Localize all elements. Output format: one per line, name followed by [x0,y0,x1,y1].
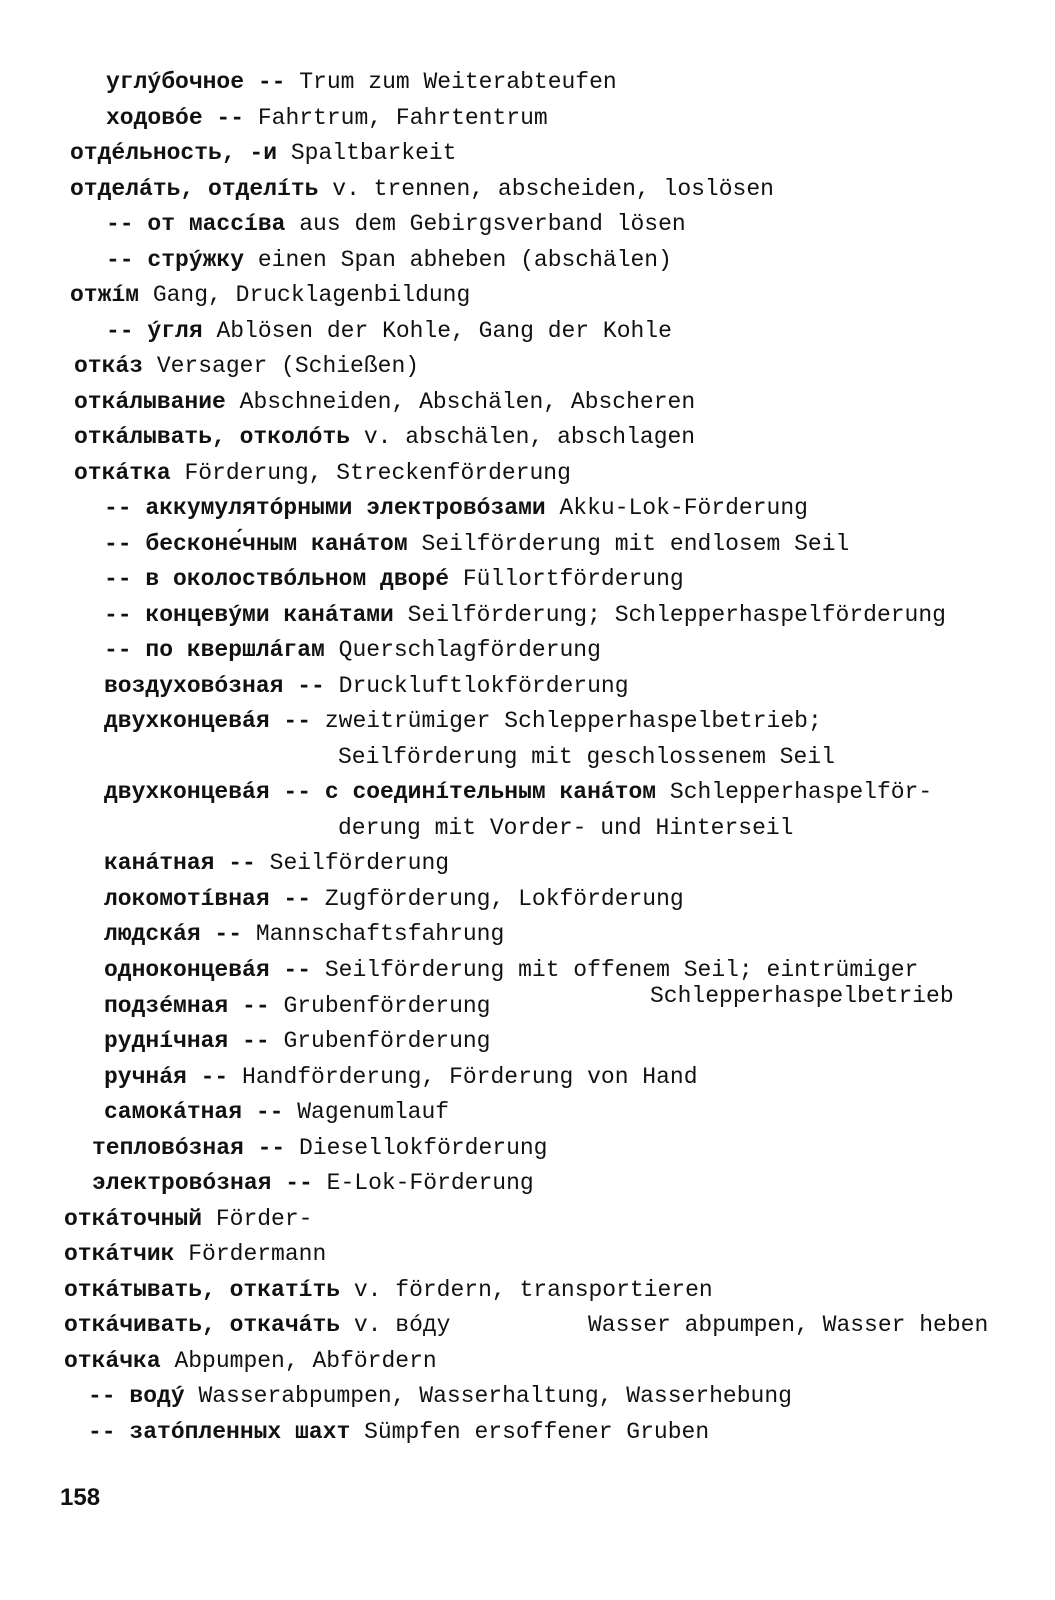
entry-line: -- водý Wasserabpumpen, Wasserhaltung, Wasserhebung [88,1383,792,1409]
entry-line: тепловóзная -- Diesellokförderung [92,1135,548,1161]
entry-line: электровóзная -- E-Lok-Förderung [92,1170,534,1196]
entry-line: -- в околоствóльном дворé Füllortförderung [104,566,684,592]
entry-line: подзéмная -- Grubenförderung [104,993,491,1019]
entry-line: Seilförderung mit geschlossenem Seil [338,744,835,770]
entry-line: откáтывать, откатíть v. fördern, transportieren [64,1277,713,1303]
entry-line: одноконцевáя -- Seilförderung mit offenem Seil; eintrümiger [104,957,919,983]
entry-line: ручнáя -- Handförderung, Förderung von Hand [104,1064,698,1090]
entry-line: двухконцевáя -- zweitrümiger Schlepperhaspelbetrieb; [104,708,822,734]
continuation-line: Schlepperhaspelbetrieb [650,983,954,1009]
entry-line: воздуховóзная -- Druckluftlokförderung [104,673,629,699]
entry-line: derung mit Vorder- und Hinterseil [338,815,794,841]
entry-line: -- затóпленных шахт Sümpfen ersoffener Gruben [88,1419,710,1445]
entry-line: -- бесконе́чным канáтом Seilförderung mit endlosem Seil [104,531,850,557]
page-number: 158 [60,1484,101,1511]
entry-line: -- стрýжку einen Span abheben (abschälen) [106,247,672,273]
entry-line: -- от массíва aus dem Gebirgsverband lösen [106,211,686,237]
entry-line: откáчка Abpumpen, Abfördern [64,1348,437,1374]
entry-line: -- концевýми канáтами Seilförderung; Schlepperhaspelförderung [104,602,946,628]
entry-line: двухконцевáя -- с соединíтельным канáтом Schlepperhaspelför- [104,779,933,805]
entry-line: канáтная -- Seilförderung [104,850,450,876]
entry-line: самокáтная -- Wagenumlauf [104,1099,450,1125]
entry-line: отделáть, отделíть v. trennen, abscheiden, loslösen [70,176,774,202]
entry-line: людскáя -- Mannschaftsfahrung [104,921,505,947]
entry-line: откáлывать, отколóть v. abschälen, abschlagen [74,424,696,450]
entry-line: ходовóе -- Fahrtrum, Fahrtentrum [106,105,548,131]
entry-line: откáтчик Fördermann [64,1241,327,1267]
entry-line: отдéльность, -и Spaltbarkeit [70,140,457,166]
entry-line: углýбочное -- Trum zum Weiterabteufen [106,69,617,95]
entry-line: руднíчная -- Grubenförderung [104,1028,491,1054]
entry-line: откáтка Förderung, Streckenförderung [74,460,571,486]
entry-line: откáточный Förder- [64,1206,313,1232]
entry-line: откáчивать, откачáть v. вóду [64,1312,451,1338]
continuation-line: Wasser abpumpen, Wasser heben [588,1312,989,1338]
entry-line: локомотíвная -- Zugförderung, Lokförderung [104,886,684,912]
entry-line: -- по квершлáгам Querschlagförderung [104,637,601,663]
entry-line: -- ýгля Ablösen der Kohle, Gang der Kohle [106,318,672,344]
entry-line: отжíм Gang, Drucklagenbildung [70,282,471,308]
entry-line: -- аккумулятóрными электровóзами Akku-Lok-Förderung [104,495,808,521]
entry-line: откáлывание Abschneiden, Abschälen, Abscheren [74,389,696,415]
entry-line: откáз Versager (Schießen) [74,353,420,379]
